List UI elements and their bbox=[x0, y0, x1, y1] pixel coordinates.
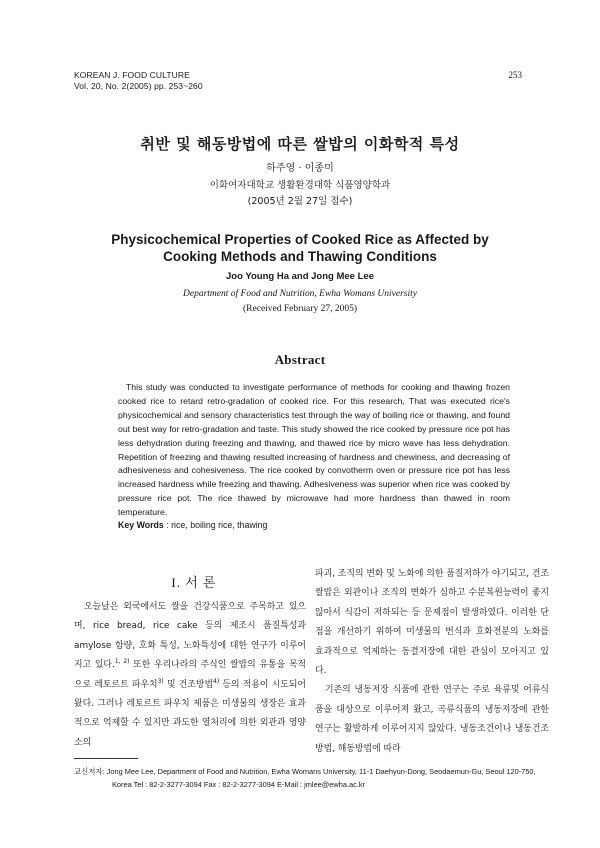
english-authors: Joo Young Ha and Jong Mee Lee bbox=[226, 271, 374, 282]
page-number: 253 bbox=[508, 70, 522, 80]
paragraph: 파괴, 조직의 변화 및 노화에 의한 품질저하가 야기되고, 건조 쌀밥은 외관이나 조직의 변화가 심하고 수분복원능력이 좋지 않아서 식감이 저하되는 등 문제점이 발생하였다. 이러한 단점을 개선하기 위하여 미생물의 번식과 호화전분의 노화를 효과적으로 억제하는 동결저장에 대한 관심이 모아지고 있다. bbox=[315, 569, 549, 677]
text-run: 및 건조방법 bbox=[163, 679, 214, 690]
footnote bbox=[74, 765, 536, 791]
keywords-list: : rice, boiling rice, thawing bbox=[163, 520, 268, 530]
english-title: Physicochemical Properties of Cooked Rice as Affected by Cooking Methods and Thawing Conditions bbox=[111, 232, 489, 264]
footnote-divider bbox=[74, 758, 138, 759]
body-column-left bbox=[74, 598, 306, 753]
text-run: 등의 적용이 시도되어 왔다. 그러나 레토르트 파우치 제품은 미생물의 생장은 효과적으로 억제할 수 있지만 과도한 열처리에 의한 외관과 영양소의 bbox=[74, 679, 306, 748]
journal-name: KOREAN J. FOOD CULTURE bbox=[74, 70, 190, 80]
journal-header bbox=[74, 70, 203, 92]
citation-ref: 4) bbox=[213, 677, 220, 685]
korean-authors: 하주영 · 이종미 bbox=[266, 163, 334, 174]
section-heading: I. 서 론 bbox=[171, 575, 217, 590]
abstract-heading: Abstract bbox=[274, 352, 326, 367]
korean-affiliation: 이화여자대학교 생활환경대학 식품영양학과 bbox=[209, 180, 391, 191]
body-column-right bbox=[315, 565, 549, 759]
text-run: 오늘날은 외국에서도 쌀을 건강식품으로 주목하고 있으며, rice bread, rice cake 등의 제조시 품질특성과 amylose 함량, 호화 특성, 노화특성에 대한 연구가 이루어지고 있다. bbox=[74, 602, 306, 671]
korean-received-date: (2005년 2월 27일 접수) bbox=[247, 196, 353, 207]
english-received-date: (Received February 27, 2005) bbox=[243, 304, 357, 314]
keywords bbox=[118, 520, 267, 530]
paragraph: 기존의 냉동저장 식품에 관한 연구는 주로 육류및 어류식품을 대상으로 이루어져 왔고, 곡류식품의 냉동저장에 관한 연구는 활발하게 이루어지지 않았다. 냉동조건이나 냉동건조 방법, 해동방법에 따라 bbox=[315, 685, 549, 754]
english-affiliation: Department of Food and Nutrition, Ewha Womans University bbox=[183, 289, 417, 299]
citation-ref: 3) bbox=[157, 677, 164, 685]
korean-title: 취반 및 해동방법에 따른 쌀밥의 이화학적 특성 bbox=[140, 135, 460, 153]
footnote-line: 교신저자: Jong Mee Lee, Department of Food and Nutrition, Ewha Womans University, 11-1 Daehyun-Dong, Seodaemun-Gu, Seoul 120-750, bbox=[74, 767, 536, 776]
journal-volume: Vol. 20, No. 2(2005) pp. 253~260 bbox=[74, 81, 203, 91]
citation-ref: 1, 2) bbox=[114, 658, 130, 666]
abstract-text: This study was conducted to investigate performance of methods for cooking and thawing frozen cooked rice to retard retro-gradation of cooked rice. For this research, That was executed rice's physicochemical and sensory characteristics test through the way of boiling rice or thawing, and found out best way for retro-gradation and taste. This study showed the rice cooked by pressure rice pot has less dehydration during freezing and thawing, and thawed rice by micro wave has less dehydration. Repetition of freezing and thawing resulted increasing of hardness and chewiness, and decreasing of adhesiveness and cohesiveness. The rice cooked by convotherm oven or pressure rice pot has less increased hardness while freezing and thawing. Adhesiveness was superior when rice was cooked by pressure rice pot. The rice thawed by microwave had more hardness than thawed in room temperature. bbox=[118, 382, 510, 518]
footnote-line: Korea Tel : 82-2-3277-3094 Fax : 82-2-3277-3094 E-Mail : jmlee@ewha.ac.kr bbox=[112, 780, 366, 789]
text-run: 또한 우리나라의 주식인 쌀밥의 유통을 목적으로 레토르트 파우치 bbox=[74, 660, 306, 690]
keywords-label: Key Words bbox=[118, 520, 164, 530]
paragraph bbox=[74, 598, 306, 753]
